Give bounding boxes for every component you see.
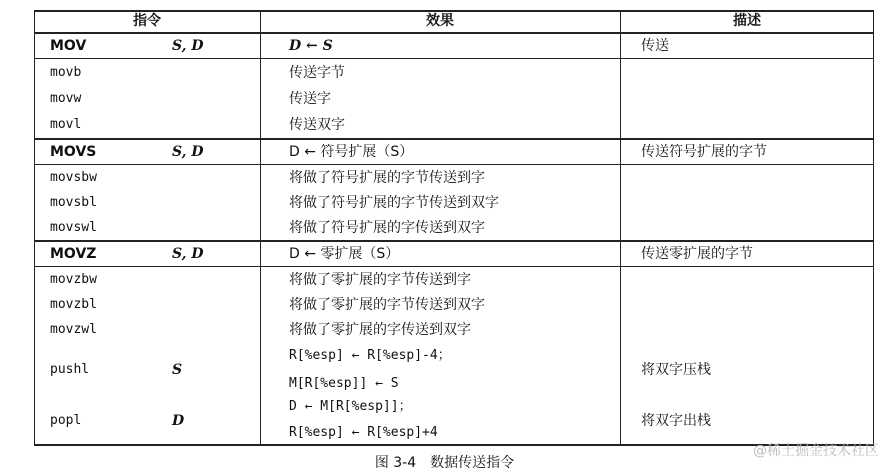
- row-popl-line2: [34, 420, 874, 446]
- effect-line2: R[%esp] ← R[%esp]+4: [289, 425, 438, 440]
- operands: S: [172, 362, 183, 378]
- figure-caption: 图 3-4 数据传送指令: [374, 455, 515, 471]
- operands: S, D: [172, 38, 204, 54]
- description: 传送: [641, 38, 669, 54]
- op: movswl: [50, 220, 97, 235]
- watermark: @稀土掘金技术社区: [753, 443, 879, 459]
- row-movsbw: [34, 165, 874, 191]
- row-movl: [34, 112, 874, 138]
- rule-top: [34, 10, 874, 12]
- effect: 将做了零扩展的字节传送到字: [289, 272, 471, 288]
- effect: 将做了零扩展的字节传送到双字: [289, 297, 485, 313]
- op: movl: [50, 117, 82, 132]
- effect: 传送字: [289, 91, 331, 107]
- effect-line2: M[R[%esp]] ← S: [289, 376, 399, 391]
- effect: 将做了符号扩展的字节传送到字: [289, 170, 485, 186]
- header-description: 描述: [733, 13, 761, 29]
- header-instruction: 指令: [133, 13, 161, 29]
- op: pushl: [50, 362, 90, 377]
- header-effect: 效果: [426, 13, 454, 29]
- row-movzbw: [34, 267, 874, 293]
- op: movzbw: [50, 272, 97, 287]
- op: movw: [50, 91, 82, 106]
- description: 传送零扩展的字节: [641, 246, 753, 262]
- effect: 传送字节: [289, 65, 345, 81]
- effect: D ← S: [289, 38, 333, 54]
- op-mov: MOV: [50, 38, 87, 54]
- effect: 将做了符号扩展的字传送到双字: [289, 220, 485, 236]
- effect: 传送双字: [289, 117, 345, 133]
- effect-line1: D ← M[R[%esp]]；: [289, 399, 412, 414]
- op-movz: MOVZ: [50, 246, 97, 262]
- row-movs: [34, 139, 874, 165]
- operands: S, D: [172, 246, 204, 262]
- row-movsbl: [34, 190, 874, 216]
- operands: D: [172, 413, 185, 429]
- effect-line1: R[%esp] ← R[%esp]-4；: [289, 348, 451, 363]
- effect: D ← 零扩展（S）: [289, 246, 400, 262]
- description: 将双字出栈: [641, 413, 711, 429]
- description: 传送符号扩展的字节: [641, 144, 767, 160]
- op: movb: [50, 65, 82, 80]
- op-movs: MOVS: [50, 144, 97, 160]
- description: 将双字压栈: [641, 362, 711, 378]
- row-movswl: [34, 215, 874, 241]
- row-movb: [34, 60, 874, 86]
- op: movzbl: [50, 297, 97, 312]
- row-movw: [34, 86, 874, 112]
- row-movzbl: [34, 292, 874, 318]
- row-mov: [34, 33, 874, 59]
- effect: 将做了符号扩展的字节传送到双字: [289, 195, 499, 211]
- effect: 将做了零扩展的字传送到双字: [289, 322, 471, 338]
- op: movsbw: [50, 170, 97, 185]
- op: movzwl: [50, 322, 97, 337]
- op: popl: [50, 413, 82, 428]
- op: movsbl: [50, 195, 97, 210]
- row-movzwl: [34, 317, 874, 343]
- effect: D ← 符号扩展（S）: [289, 144, 414, 160]
- row-movz: [34, 241, 874, 267]
- operands: S, D: [172, 144, 204, 160]
